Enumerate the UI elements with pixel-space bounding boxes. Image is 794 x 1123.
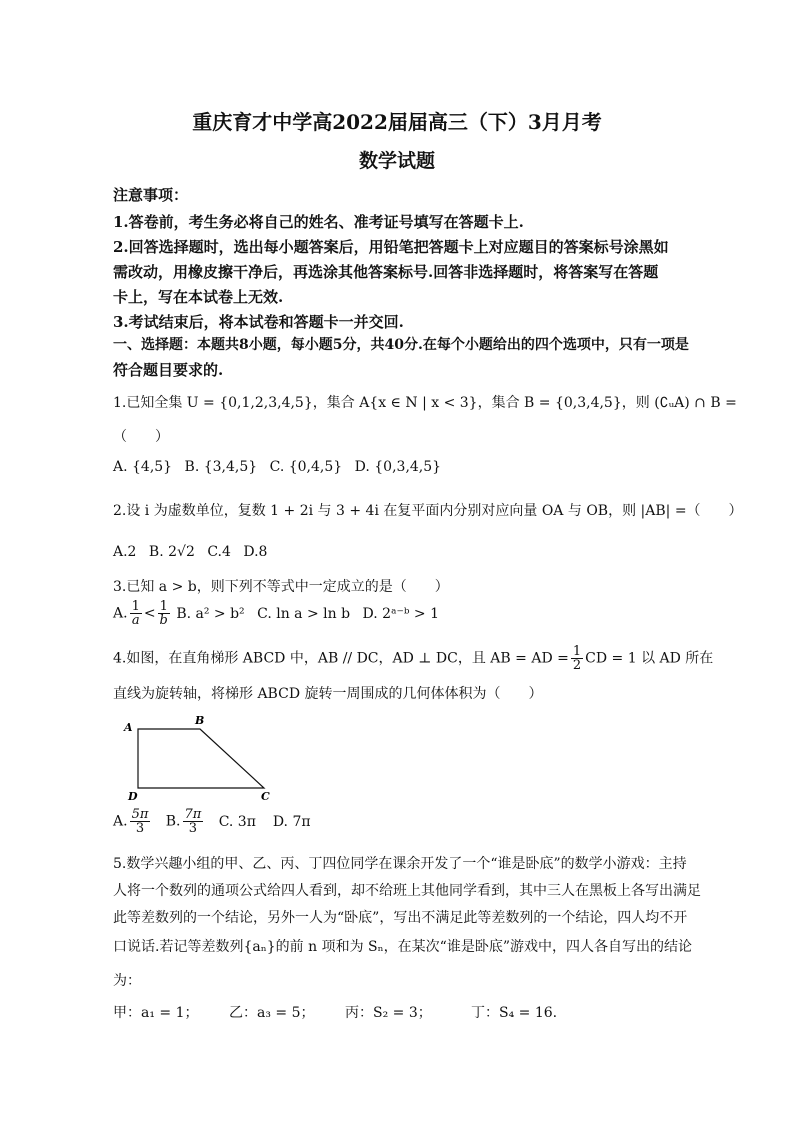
trapezoid-shape xyxy=(138,729,264,788)
vertex-label-d: D xyxy=(128,790,138,802)
q1-paren: （ ） xyxy=(113,429,169,445)
q4-option-a-num: 5π xyxy=(131,807,149,822)
q3-text: 3.已知 a > b，则下列不等式中一定成立的是（ ） xyxy=(113,579,449,595)
q5-statements xyxy=(113,1002,557,1022)
q4-option-b-den: 3 xyxy=(188,821,198,836)
q4-option-a-label: A. xyxy=(113,813,128,830)
q5-line3: 此等差数列的一个结论，另外一人为“卧底”，写出不满足此等差数列的一个结论，四人均不开 xyxy=(113,910,688,926)
q5-line5: 为： xyxy=(113,973,141,989)
q5-line1: 5.数学兴趣小组的甲、乙、丙、丁四位同学在课余开发了一个“谁是卧底”的数学小游戏：主持 xyxy=(113,856,687,872)
q5-statement-bing: 丙：S₂ = 3； xyxy=(345,1005,432,1021)
q5-statement-jia: 甲：a₁ = 1； xyxy=(113,1005,199,1021)
notes-heading: 注意事项： xyxy=(113,186,189,204)
q4-option-a-frac xyxy=(130,808,151,835)
q3-frac-1b-den: b xyxy=(159,613,168,628)
note-2c: 卡上，写在本试卷上无效. xyxy=(113,288,284,306)
section1-line1: 一、选择题：本题共8小题，每小题5分，共40分.在每个小题给出的四个选项中，只有一项是 xyxy=(113,337,689,353)
q2-text: 2.设 i 为虚数单位，复数 1 + 2i 与 3 + 4i 在复平面内分别对应向量 OA 与 OB，则 |AB| =（ ） xyxy=(113,503,743,519)
section1-line2: 符合题目要求的. xyxy=(113,361,224,379)
q4-option-a-den: 3 xyxy=(135,821,145,836)
q4-line2: 直线为旋转轴，将梯形 ABCD 旋转一周围成的几何体体积为（ ） xyxy=(113,686,543,702)
q3-options xyxy=(113,600,447,627)
q2-option-b: B. 2√2 xyxy=(148,544,195,560)
q1-option-d: D. {0,3,4,5} xyxy=(354,459,442,475)
q4-line1-a: 4.如图，在直角梯形 ABCD 中，AB // DC，AD ⊥ DC，且 AB = AD = xyxy=(113,650,569,667)
vertex-label-c: C xyxy=(261,790,270,802)
exam-subtitle: 数学试题 xyxy=(358,150,435,172)
q3-frac-1a-num: 1 xyxy=(131,599,140,614)
q4-half-den: 2 xyxy=(572,658,582,673)
vertex-label-a: A xyxy=(124,721,133,734)
q3-option-a-label: A. xyxy=(113,605,128,622)
q4-line1 xyxy=(113,645,713,672)
q2-option-d: D.8 xyxy=(243,544,268,560)
q3-frac-1a xyxy=(130,600,142,627)
trapezoid-figure xyxy=(118,712,278,802)
q1-option-c: C. {0,4,5} xyxy=(269,459,343,475)
note-2a: 2.回答选择题时，选出每小题答案后，用铅笔把答题卡上对应题目的答案标号涂黑如 xyxy=(113,238,669,256)
note-2b: 需改动，用橡皮擦干净后，再选涂其他答案标号.回答非选择题时，将答案写在答题 xyxy=(113,263,659,281)
q3-option-a-rel: < xyxy=(143,605,156,622)
q4-option-b-label: B. xyxy=(165,813,181,830)
q3-option-d: D. 2ᵃ⁻ᵇ > 1 xyxy=(362,605,439,622)
q2-option-c: C.4 xyxy=(207,544,231,560)
q3-frac-1a-den: a xyxy=(131,613,140,628)
q5-line2: 人将一个数列的通项公式给四人看到，却不给班上其他同学看到，其中三人在黑板上各写出满足 xyxy=(113,883,701,899)
q5-line4: 口说话.若记等差数列{aₙ}的前 n 项和为 Sₙ，在某次“谁是卧底”游戏中，四人各自写出的结论 xyxy=(113,939,692,955)
q4-line1-b: CD = 1 以 AD 所在 xyxy=(585,650,714,667)
q1-option-b: B. {3,4,5} xyxy=(184,459,258,475)
q1-option-a: A. {4,5} xyxy=(113,459,173,475)
q1-options xyxy=(113,459,449,475)
q3-frac-1b xyxy=(158,600,170,627)
q5-statement-yi: 乙：a₃ = 5； xyxy=(229,1005,315,1021)
q3-frac-1b-num: 1 xyxy=(159,599,168,614)
q4-option-b-frac xyxy=(183,808,204,835)
note-3: 3.考试结束后，将本试卷和答题卡一并交回. xyxy=(113,313,404,331)
vertex-label-b: B xyxy=(195,714,205,727)
q2-options xyxy=(113,544,275,560)
q2-option-a: A.2 xyxy=(113,544,137,560)
q5-statement-ding: 丁：S₄ = 16. xyxy=(471,1005,558,1021)
exam-title: 重庆育才中学高2022届届高三（下）3月月考 xyxy=(192,110,602,134)
q4-half-frac xyxy=(571,645,583,672)
q3-option-b: B. a² > b² xyxy=(176,605,245,622)
q4-option-d: D. 7π xyxy=(272,813,311,830)
note-1: 1.答卷前，考生务必将自己的姓名、准考证号填写在答题卡上. xyxy=(113,213,524,231)
q4-half-num: 1 xyxy=(572,644,582,659)
q1-text: 1.已知全集 U = {0,1,2,3,4,5}，集合 A{x ∈ N | x < 3}，集合 B = {0,3,4,5}，则 (∁ᵤA) ∩ B = xyxy=(113,395,737,411)
q4-options xyxy=(113,808,319,835)
q4-option-c: C. 3π xyxy=(218,813,256,830)
q4-option-b-num: 7π xyxy=(184,807,202,822)
q3-option-c: C. ln a > ln b xyxy=(257,605,351,622)
